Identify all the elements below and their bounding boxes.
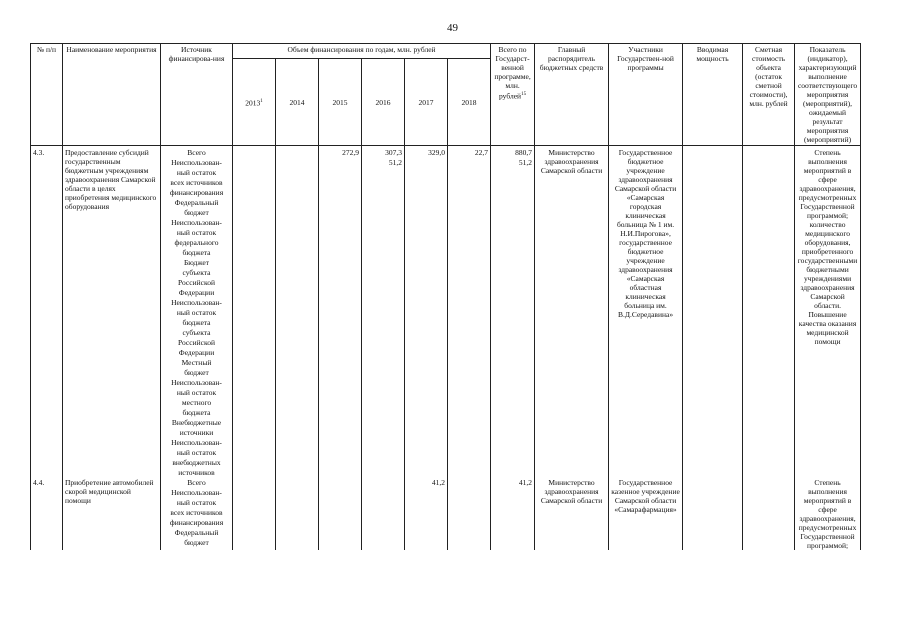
value-cell: [235, 258, 273, 268]
source-line: бюджета: [182, 318, 211, 327]
source-line: Федеральный: [174, 198, 219, 207]
source-line: Местный: [181, 358, 212, 367]
value-cell: 51,2: [388, 158, 402, 167]
source-line: бюджет: [184, 368, 209, 377]
value-cell: [493, 418, 532, 428]
source-line: Федеральный: [174, 528, 219, 537]
source-line: Всего: [187, 478, 206, 487]
value-cell: [321, 358, 359, 368]
value-cell: [235, 418, 273, 428]
value-cell: [450, 418, 488, 428]
value-cell: [493, 358, 532, 368]
value-cell: [235, 358, 273, 368]
source-line: федерального: [174, 238, 219, 247]
row-name: Приобретение автомобилей скорой медицинской помощи: [63, 478, 161, 550]
source-line: источников: [178, 468, 215, 477]
header-num: № п/п: [31, 44, 63, 146]
source-line: Всего: [187, 148, 206, 157]
value-cell: [278, 258, 316, 268]
value-cell: [407, 438, 445, 448]
row-capacity: [683, 146, 743, 479]
row-number: 4.3.: [31, 146, 63, 479]
source-line: финансирования: [169, 188, 224, 197]
source-line: Неиспользован-: [171, 378, 222, 387]
value-cell: [407, 218, 445, 228]
header-year-2013: [233, 59, 276, 146]
value-cell: [493, 298, 532, 308]
value-cell: [364, 528, 402, 538]
value-cell: [450, 158, 488, 168]
value-cell: [235, 158, 273, 168]
row-year-2015-values: [319, 146, 362, 479]
value-cell: [364, 438, 402, 448]
value-cell: [321, 378, 359, 388]
value-cell: [450, 378, 488, 388]
value-cell: [364, 358, 402, 368]
source-line: источники: [179, 428, 214, 437]
row-sources: [161, 478, 233, 550]
value-cell: [278, 488, 316, 498]
value-cell: [364, 258, 402, 268]
value-cell: [493, 378, 532, 388]
value-cell: [321, 438, 359, 448]
value-cell: [235, 488, 273, 498]
source-line: ный остаток: [176, 228, 217, 237]
value-cell: [278, 218, 316, 228]
value-cell: [321, 478, 359, 488]
value-cell: [364, 198, 402, 208]
value-cell: [493, 218, 532, 228]
value-cell: [407, 298, 445, 308]
header-year-2014: 2014: [276, 59, 319, 146]
value-cell: [278, 148, 316, 158]
source-line: ный остаток: [176, 498, 217, 507]
source-line: ный остаток: [176, 308, 217, 317]
source-line: Неиспользован-: [171, 438, 222, 447]
row-name: Предоставление субсидий государственным бюджетным учреждениям здравоохранения Самарской области в целях приобретения медицинского оборудования: [63, 146, 161, 479]
source-line: ный остаток: [176, 388, 217, 397]
row-year-2016-values: [362, 478, 405, 550]
row-year-2013-values: [233, 146, 276, 479]
header-name: Наименование мероприятия: [63, 44, 161, 146]
value-cell: [235, 478, 273, 488]
value-cell: [450, 438, 488, 448]
source-line: бюджета: [182, 408, 211, 417]
value-cell: [493, 488, 532, 498]
header-year-2018: 2018: [448, 59, 491, 146]
value-cell: [321, 298, 359, 308]
source-line: бюджет: [184, 208, 209, 217]
source-line: бюджет: [184, 538, 209, 547]
value-cell: [278, 298, 316, 308]
source-line: всех источников: [170, 508, 223, 517]
value-cell: 307,3: [385, 148, 402, 157]
value-cell: [407, 378, 445, 388]
value-cell: [364, 418, 402, 428]
value-cell: [450, 358, 488, 368]
value-cell: [493, 198, 532, 208]
value-cell: [364, 218, 402, 228]
value-cell: [493, 438, 532, 448]
source-line: ный остаток: [176, 168, 217, 177]
value-cell: [278, 198, 316, 208]
value-cell: 272,9: [342, 148, 359, 157]
row-indicator: Степень выполнения мероприятий в сфере здравоохранения, предусмотренных Государственной программой; количество медицинского оборудования, приобретенного государственными бюджетными учреждениями здравоохранения Самарской области. Повышение качества оказания медицинской помощи: [795, 146, 861, 479]
row-year-2017-values: [405, 146, 448, 479]
value-cell: [235, 438, 273, 448]
value-cell: 329,0: [428, 148, 445, 157]
financing-table: [30, 43, 861, 550]
value-cell: [450, 298, 488, 308]
value-cell: [278, 358, 316, 368]
row-year-2016-values: [362, 146, 405, 479]
source-line: Внебюджетные: [171, 418, 222, 427]
value-cell: [407, 528, 445, 538]
value-cell: [235, 528, 273, 538]
row-year-2013-values: [233, 478, 276, 550]
row-indicator: Степень выполнения мероприятий в сфере здравоохранения, предусмотренных Государственной программой;: [795, 478, 861, 550]
value-cell: [450, 488, 488, 498]
value-cell: [364, 298, 402, 308]
value-cell: [450, 478, 488, 488]
value-cell: [321, 258, 359, 268]
value-cell: [278, 158, 316, 168]
row-year-2014-values: [276, 478, 319, 550]
source-line: Неиспользован-: [171, 218, 222, 227]
header-participants: Участники Государствен-ной программы: [609, 44, 683, 146]
header-total-text: Всего по Государст-венной программе, млн. рублей: [494, 45, 531, 101]
header-row: [31, 44, 861, 59]
value-cell: 51,2: [518, 158, 533, 167]
source-line: Неиспользован-: [171, 488, 222, 497]
row-total-values: [491, 478, 535, 550]
value-cell: [407, 488, 445, 498]
value-cell: [450, 198, 488, 208]
row-year-2015-values: [319, 478, 362, 550]
header-capacity: Вводимая мощность: [683, 44, 743, 146]
value-cell: [321, 418, 359, 428]
header-year-2016: 2016: [362, 59, 405, 146]
row-capacity: [683, 478, 743, 550]
value-cell: [321, 198, 359, 208]
value-cell: [407, 358, 445, 368]
value-cell: [364, 488, 402, 498]
value-cell: [321, 488, 359, 498]
table-row: [31, 478, 861, 550]
row-estimate: [743, 146, 795, 479]
header-year-2013-text: 2013: [245, 98, 261, 108]
value-cell: 41,2: [431, 478, 445, 487]
header-volume: Объем финансирования по годам, млн. рублей: [233, 44, 491, 59]
table-row: [31, 146, 861, 479]
row-participants: Государственное казенное учреждение Самарской области «Самарафармация»: [609, 478, 683, 550]
row-grbs: Министерство здравоохранения Самарской области: [535, 146, 609, 479]
row-sources: [161, 146, 233, 479]
value-cell: [235, 218, 273, 228]
value-cell: [407, 258, 445, 268]
source-line: субъекта: [182, 268, 211, 277]
row-participants: Государственное бюджетное учреждение здравоохранения Самарской области «Самарская городская клиническая больница № 1 им. Н.И.Пирогова», государственное бюджетное учреждение здравоохранения «Самарская областная клиническая больница им. В.Д.Середавина»: [609, 146, 683, 479]
row-year-2018-values: [448, 478, 491, 550]
value-cell: [321, 528, 359, 538]
value-cell: [364, 478, 402, 488]
value-cell: [235, 378, 273, 388]
source-line: Неиспользован-: [171, 298, 222, 307]
value-cell: [278, 418, 316, 428]
value-cell: 22,7: [474, 148, 489, 157]
source-line: Федерации: [178, 348, 215, 357]
source-line: внебюджетных: [172, 458, 221, 467]
row-year-2014-values: [276, 146, 319, 479]
source-line: всех источников: [170, 178, 223, 187]
table-body: [31, 146, 861, 551]
value-cell: [235, 198, 273, 208]
value-cell: [493, 528, 532, 538]
value-cell: [321, 218, 359, 228]
source-line: местного: [181, 398, 212, 407]
header-year-2013-note: 1: [260, 98, 263, 104]
row-grbs: Министерство здравоохранения Самарской области: [535, 478, 609, 550]
header-indicator: Показатель (индикатор), характеризующий выполнение соответствующего мероприятия (мероприятий), ожидаемый результат мероприятия (мероприятий): [795, 44, 861, 146]
source-line: Федерации: [178, 288, 215, 297]
row-number: 4.4.: [31, 478, 63, 550]
value-cell: [278, 378, 316, 388]
value-cell: [450, 218, 488, 228]
value-cell: [278, 478, 316, 488]
value-cell: [278, 528, 316, 538]
value-cell: [278, 438, 316, 448]
source-line: финансирования: [169, 518, 224, 527]
value-cell: [450, 528, 488, 538]
row-year-2017-values: [405, 478, 448, 550]
value-cell: [450, 258, 488, 268]
value-cell: [493, 258, 532, 268]
header-year-2015: 2015: [319, 59, 362, 146]
row-year-2018-values: [448, 146, 491, 479]
value-cell: 880,7: [515, 148, 533, 157]
header-grbs: Главный распорядитель бюджетных средств: [535, 44, 609, 146]
value-cell: [407, 198, 445, 208]
source-line: Бюджет: [183, 258, 210, 267]
value-cell: [364, 378, 402, 388]
source-line: субъекта: [182, 328, 211, 337]
value-cell: [407, 158, 445, 168]
source-line: ный остаток: [176, 448, 217, 457]
source-line: Российской: [178, 338, 215, 347]
value-cell: [235, 148, 273, 158]
page-number: 49: [447, 22, 458, 34]
source-line: Российской: [178, 278, 215, 287]
value-cell: [235, 298, 273, 308]
source-line: Неиспользован-: [171, 158, 222, 167]
header-source: Источник финансирова-ния: [161, 44, 233, 146]
row-estimate: [743, 478, 795, 550]
header-estimate: Сметная стоимость объекта (остаток сметной стоимости), млн. рублей: [743, 44, 795, 146]
value-cell: [407, 418, 445, 428]
source-line: бюджета: [182, 248, 211, 257]
value-cell: 41,2: [518, 478, 533, 487]
row-total-values: [491, 146, 535, 479]
header-total: [491, 44, 535, 146]
header-total-note: 15: [521, 92, 527, 97]
header-year-2017: 2017: [405, 59, 448, 146]
value-cell: [321, 158, 359, 168]
